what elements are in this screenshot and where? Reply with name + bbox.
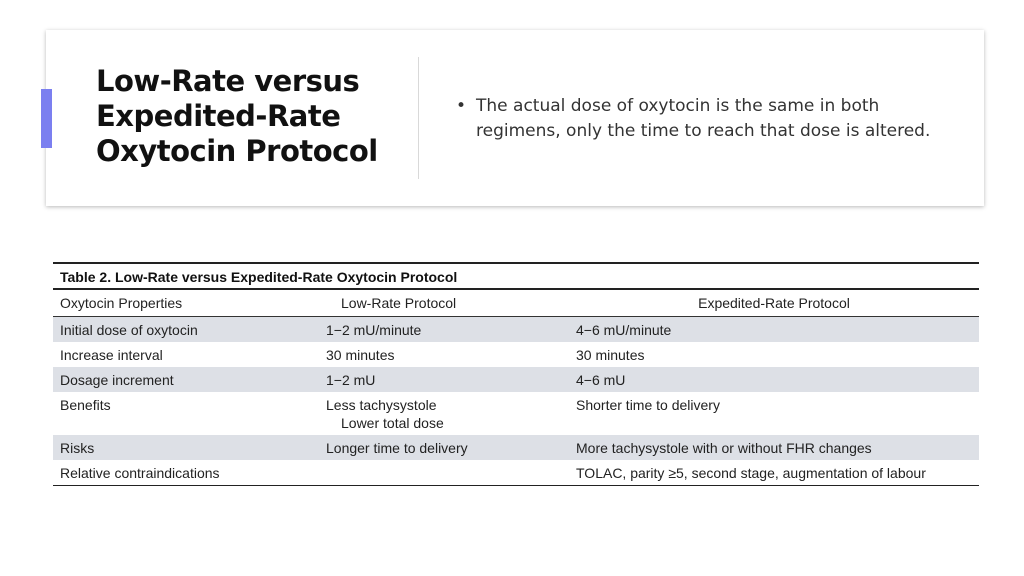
row-expedited-rate: TOLAC, parity ≥5, second stage, augmentation of labour [576, 465, 926, 481]
row-low-rate: 1−2 mU/minute [319, 317, 569, 343]
row-expedited-rate: 30 minutes [576, 347, 645, 363]
slide-title: Low-Rate versus Expedited-Rate Oxytocin Protocol [96, 64, 378, 168]
table-row [53, 367, 979, 392]
table-row [53, 342, 979, 367]
bullet-icon: • [456, 96, 467, 116]
row-property: Benefits [60, 397, 111, 413]
row-expedited-rate: More tachysystole with or without FHR changes [569, 435, 979, 460]
row-low-rate: 1−2 mU [319, 367, 569, 392]
row-low-rate: Longer time to delivery [319, 435, 569, 460]
bullet-list [454, 94, 954, 144]
row-expedited-rate: 4−6 mU [569, 367, 979, 392]
row-property: Relative contraindications [60, 465, 220, 481]
table-row [53, 435, 979, 460]
table-row [53, 460, 979, 486]
row-expedited-rate: 4−6 mU/minute [569, 317, 979, 343]
header-low-rate: Low-Rate Protocol [341, 295, 457, 311]
row-property: Dosage increment [53, 367, 319, 392]
row-low-rate [319, 392, 569, 435]
table-row [53, 317, 979, 343]
bullet-text: The actual dose of oxytocin is the same in both regimens, only the time to reach that dose is altered. [476, 96, 931, 141]
protocol-table [53, 262, 979, 486]
low-rate-line: Less tachysystole [326, 397, 437, 413]
bullet-item [454, 94, 954, 144]
table-header-row [53, 290, 979, 317]
row-low-rate: 30 minutes [326, 347, 395, 363]
table-row [53, 392, 979, 435]
header-expedited-rate: Expedited-Rate Protocol [698, 295, 850, 311]
row-low-rate [319, 460, 569, 486]
row-property: Increase interval [60, 347, 163, 363]
low-rate-extra-line: Lower total dose [341, 415, 444, 431]
accent-bar [41, 89, 52, 148]
title-divider [418, 57, 419, 179]
row-property: Initial dose of oxytocin [53, 317, 319, 343]
table-caption: Table 2. Low-Rate versus Expedited-Rate Oxytocin Protocol [53, 262, 979, 290]
row-expedited-rate: Shorter time to delivery [576, 397, 720, 413]
comparison-table [53, 290, 979, 486]
header-properties: Oxytocin Properties [60, 295, 183, 311]
row-property: Risks [53, 435, 319, 460]
